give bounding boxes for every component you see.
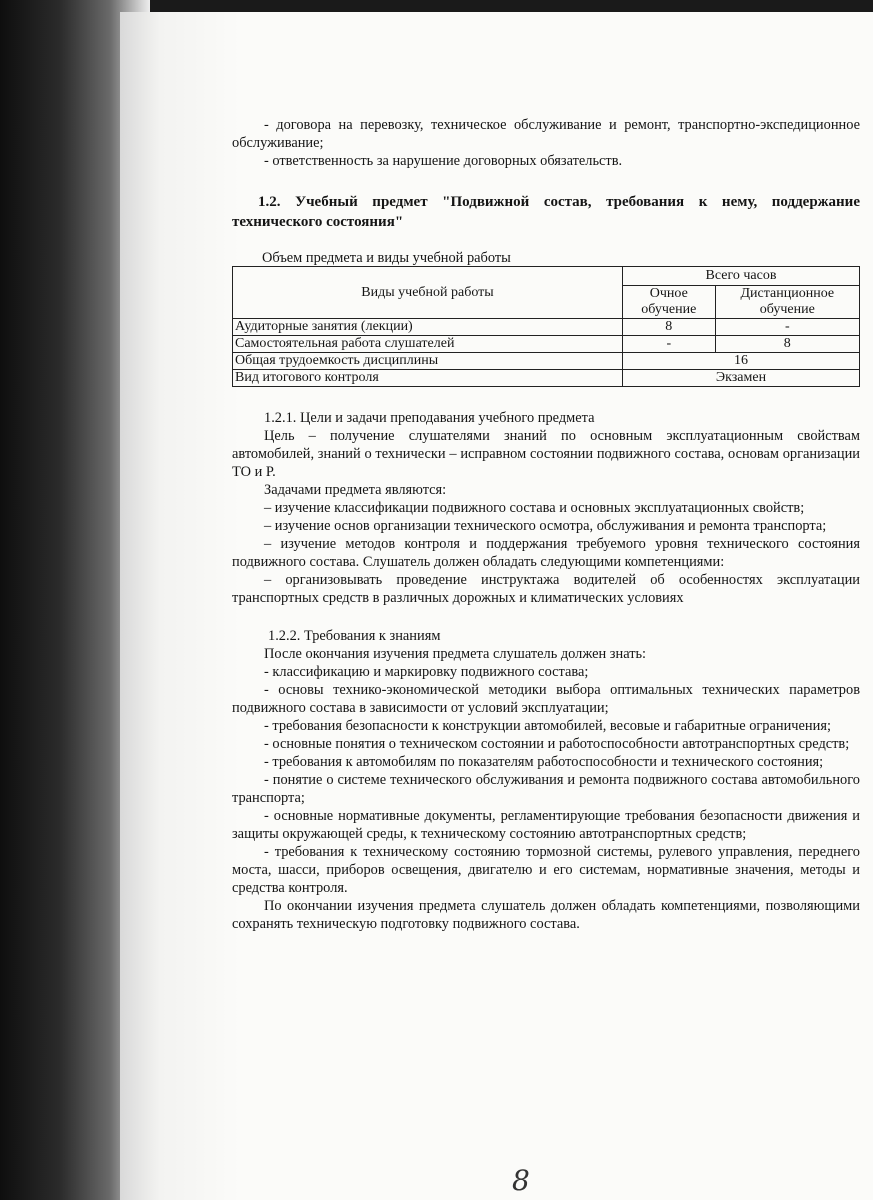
knowledge-item: - основы технико-экономической методики выбора оптимальных технических параметров подвижного состава в зависимости от условий эксплуатации;	[232, 682, 860, 716]
section-121-tasks-intro: Задачами предмета являются:	[264, 482, 447, 498]
knowledge-item: - основные нормативные документы, регламентирующие требования безопасности движения и защиты окружающей среды, к техническому состоянию автотранспортных средств;	[232, 808, 860, 842]
page-content	[232, 116, 860, 933]
row-distance: 8	[715, 336, 859, 353]
header-fulltime: Очное обучение	[623, 286, 716, 319]
table-row	[233, 319, 860, 336]
table-header-row	[233, 267, 860, 286]
task-item: – организовывать проведение инструктажа водителей об особенностях эксплуатации транспортных средств в различных дорожных и климатических условиях	[232, 572, 860, 606]
intro-line-2: - ответственность за нарушение договорных обязательств.	[264, 153, 623, 169]
row-fulltime: 8	[623, 319, 716, 336]
table-row-control	[233, 370, 860, 387]
row-label: Аудиторные занятия (лекции)	[233, 319, 623, 336]
header-total: Всего часов	[623, 267, 860, 286]
page-number: 8	[512, 1164, 530, 1197]
section-121-title: 1.2.1. Цели и задачи преподавания учебного предмета	[264, 410, 595, 426]
task-item: – изучение классификации подвижного состава и основных эксплуатационных свойств;	[264, 500, 805, 516]
row-fulltime: -	[623, 336, 716, 353]
header-types: Виды учебной работы	[233, 267, 623, 319]
control-label: Вид итогового контроля	[233, 370, 623, 387]
knowledge-item: - понятие о системе технического обслуживания и ремонта подвижного состава автомобильного транспорта;	[232, 772, 860, 806]
intro-line-1: - договора на перевозку, техническое обслуживание и ремонт, транспортно-экспедиционное обслуживание;	[232, 117, 860, 151]
knowledge-item: - требования к техническому состоянию тормозной системы, рулевого управления, переднего моста, шасси, приборов освещения, двигателю и его системам, нормативные значения, методы и средства контроля.	[232, 844, 860, 896]
section-heading: 1.2. Учебный предмет "Подвижной состав, требования к нему, поддержание технического состояния"	[232, 194, 860, 230]
table-caption: Объем предмета и виды учебной работы	[262, 250, 511, 266]
control-value: Экзамен	[623, 370, 860, 387]
task-item: – изучение методов контроля и поддержания требуемого уровня технического состояния подвижного состава. Слушатель должен обладать следующими компетенциями:	[232, 536, 860, 570]
knowledge-item: - требования безопасности к конструкции автомобилей, весовые и габаритные ограничения;	[264, 718, 831, 734]
task-item: – изучение основ организации технического осмотра, обслуживания и ремонта транспорта;	[264, 518, 827, 534]
header-distance: Дистанционное обучение	[715, 286, 859, 319]
table-row-total	[233, 353, 860, 370]
knowledge-item: - классификацию и маркировку подвижного состава;	[264, 664, 589, 680]
section-121-goal: Цель – получение слушателями знаний по основным эксплуатационным свойствам автомобилей, знаний о технически – исправном состоянии подвижного состава, основам организации ТО и Р.	[232, 428, 860, 480]
table-row	[233, 336, 860, 353]
row-distance: -	[715, 319, 859, 336]
row-label: Самостоятельная работа слушателей	[233, 336, 623, 353]
knowledge-item: - требования к автомобилям по показателям работоспособности и технического состояния;	[264, 754, 824, 770]
workload-table	[232, 266, 860, 387]
section-122-title: 1.2.2. Требования к знаниям	[268, 628, 441, 644]
section-122-closing: По окончании изучения предмета слушатель должен обладать компетенциями, позволяющими сохранять техническую подготовку подвижного состава.	[232, 898, 860, 932]
section-122-intro: После окончания изучения предмета слушатель должен знать:	[264, 646, 647, 662]
document-page	[120, 12, 873, 1200]
total-value: 16	[623, 353, 860, 370]
total-label: Общая трудоемкость дисциплины	[233, 353, 623, 370]
knowledge-item: - основные понятия о техническом состоянии и работоспособности автотранспортных средств;	[264, 736, 850, 752]
